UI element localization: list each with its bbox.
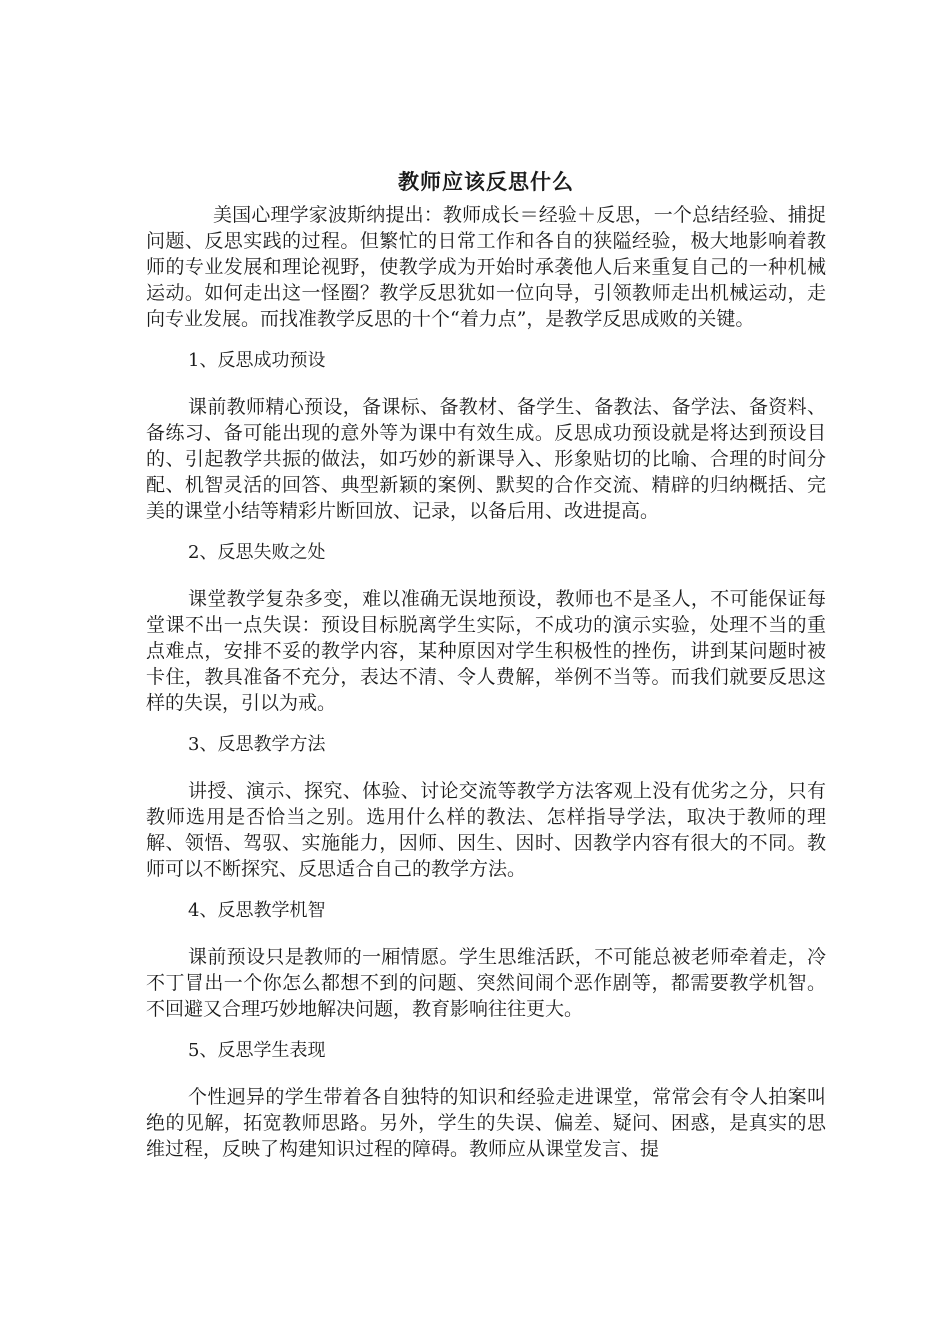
spacer [146,882,826,898]
spacer [146,566,826,586]
spacer [146,758,826,778]
document-page [146,168,826,1162]
section-heading-2: 2、反思失败之处 [188,542,326,563]
section-text-2: 课堂教学复杂多变，难以准确无误地预设，教师也不是圣人，不可能保证每堂课不出一点失误：预设目标脱离学生实际，不成功的演示实验，处理不当的重点难点，安排不妥的教学内容，某种原因对学生积极性的挫伤，讲到某问题时被卡住，教具准备不充分，表达不清、令人费解，举例不当等。而我们就要反思这样的失误，引以为戒。 [146,588,826,714]
spacer [146,716,826,732]
spacer [146,924,826,944]
section-text-4: 课前预设只是教师的一厢情愿。学生思维活跃，不可能总被老师牵着走，冷不丁冒出一个你怎么都想不到的问题、突然间闹个恶作剧等，都需要教学机智。不回避又合理巧妙地解决问题，教育影响往往更大。 [146,946,826,1020]
section-heading-1: 1、反思成功预设 [188,350,326,371]
spacer [146,524,826,540]
intro-paragraph: 美国心理学家波斯纳提出：教师成长＝经验＋反思，一个总结经验、捕捉问题、反思实践的过程。但繁忙的日常工作和各自的狭隘经验，极大地影响着教师的专业发展和理论视野，使教学成为开始时承袭他人后来重复自己的一种机械运动。如何走出这一怪圈？教学反思犹如一位向导，引领教师走出机械运动，走向专业发展。而找准教学反思的十个“着力点”，是教学反思成败的关键。 [146,204,826,330]
section-heading-5: 5、反思学生表现 [188,1040,326,1061]
section-heading-3: 3、反思教学方法 [188,734,326,755]
section-text-3: 讲授、演示、探究、体验、讨论交流等教学方法客观上没有优劣之分，只有教师选用是否恰当之别。选用什么样的教法、怎样指导学法，取决于教师的理解、领悟、驾驭、实施能力，因师、因生、因时、因教学内容有很大的不同。教师可以不断探究、反思适合自己的教学方法。 [146,780,826,880]
document-title: 教师应该反思什么 [398,170,574,194]
section-text-1: 课前教师精心预设，备课标、备教材、备学生、备教法、备学法、备资料、备练习、备可能出现的意外等为课中有效生成。反思成功预设就是将达到预设目的、引起教学共振的做法，如巧妙的新课导入、形象贴切的比喻、合理的时间分配、机智灵活的回答、典型新颖的案例、默契的合作交流、精辟的归纳概括、完美的课堂小结等精彩片断回放、记录，以备后用、改进提高。 [146,396,826,522]
spacer [146,332,826,348]
section-text-5: 个性迥异的学生带着各自独特的知识和经验走进课堂，常常会有令人拍案叫绝的见解，拓宽教师思路。另外，学生的失误、偏差、疑问、困惑，是真实的思维过程，反映了构建知识过程的障碍。教师应从课堂发言、提 [146,1086,826,1160]
spacer [146,1064,826,1084]
spacer [146,374,826,394]
section-heading-4: 4、反思教学机智 [188,900,326,921]
spacer [146,1022,826,1038]
